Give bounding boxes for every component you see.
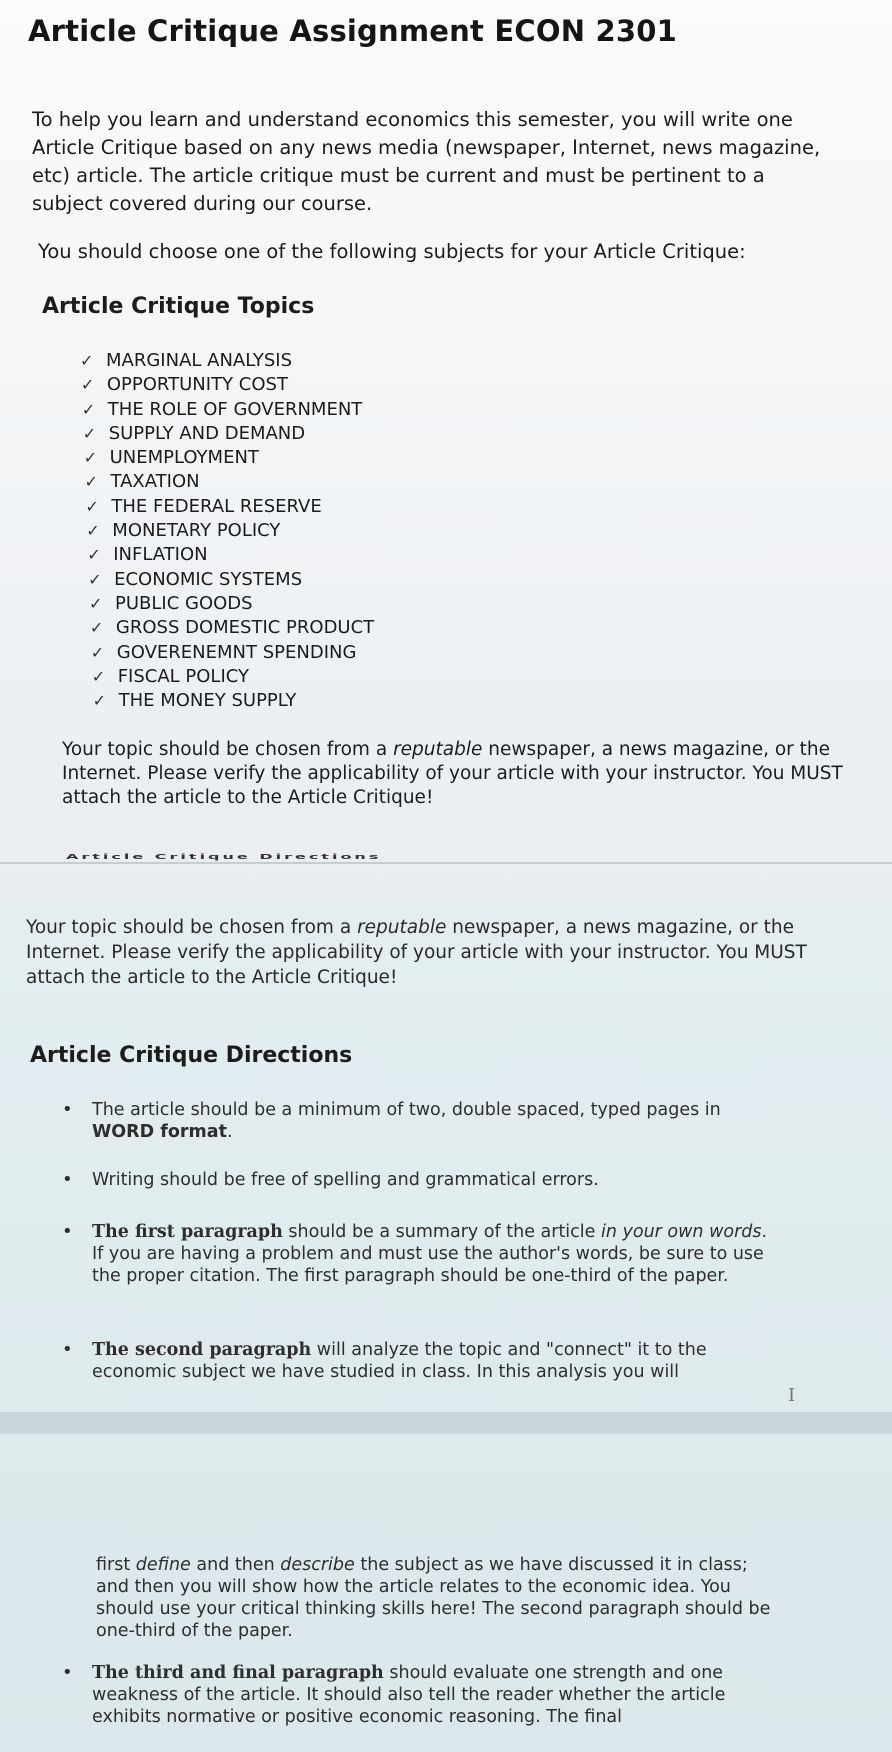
verify-text-b: newspaper, a news magazine, or the Internet. Please verify the applicability of your article with your instructor. You MUST attach the article to the Article Critique!: [26, 917, 807, 988]
topic-label: FISCAL POLICY: [117, 665, 250, 687]
topic-item: [84, 446, 375, 470]
list-item: • The third and final paragraph should evaluate one strength and one weakness of the article. It should also tell the reader whether the article exhibits normative or positive economic reasoning. The final: [62, 1662, 726, 1727]
topics-list: [80, 349, 374, 713]
verify-paragraph: [62, 738, 852, 810]
directions-list: [62, 1099, 782, 1143]
topic-item: [85, 470, 375, 494]
directions-list: [62, 1169, 782, 1191]
topic-item: [92, 665, 374, 689]
verify-emphasis: reputable: [357, 917, 447, 938]
topic-item: [83, 422, 374, 446]
bullet-icon: •: [62, 1169, 73, 1190]
topic-label: THE FEDERAL RESERVE: [111, 495, 322, 517]
checkmark-icon: ✓: [84, 472, 98, 492]
topic-label: ECONOMIC SYSTEMS: [114, 568, 303, 590]
list-item: • The article should be a minimum of two, double spaced, typed pages in WORD format.: [62, 1099, 721, 1142]
checkmark-icon: ✓: [88, 569, 102, 589]
verify-text-b: newspaper, a news magazine, or the Internet. Please verify the applicability of your article with your instructor. You MUST attach the article to the Article Critique!: [62, 739, 843, 808]
checkmark-icon: ✓: [85, 496, 99, 516]
topic-item: [89, 592, 374, 616]
verify-text-a: Your topic should be chosen from a: [26, 917, 358, 938]
topic-label: MARGINAL ANALYSIS: [106, 350, 293, 371]
verify-emphasis: reputable: [393, 739, 483, 760]
directions-list: [62, 1221, 782, 1287]
choose-instruction: You should choose one of the following subjects for your Article Critique:: [38, 240, 746, 263]
divider: [0, 862, 892, 864]
checkmark-icon: ✓: [86, 521, 100, 541]
bullet-icon: •: [62, 1339, 73, 1360]
checkmark-icon: ✓: [89, 618, 104, 638]
directions-list: [62, 1662, 782, 1728]
topic-label: GOVERENEMNT SPENDING: [116, 641, 357, 663]
topic-item: [85, 495, 374, 519]
topic-label: THE MONEY SUPPLY: [118, 690, 297, 712]
page-title: Article Critique Assignment ECON 2301: [28, 14, 677, 48]
checkmark-icon: ✓: [91, 666, 106, 686]
topic-label: GROSS DOMESTIC PRODUCT: [115, 617, 375, 639]
page-break-band: [0, 1412, 892, 1434]
intro-paragraph: To help you learn and understand economics this semester, you will write one Article Critique based on any news media (newspaper, Internet, news magazine, etc) article. The article critique must be current and must be pertinent to a subject covered during our course.: [32, 108, 821, 215]
topic-item: [93, 689, 375, 713]
topic-label: INFLATION: [113, 544, 208, 566]
topic-label: UNEMPLOYMENT: [109, 447, 259, 469]
topic-item: [91, 641, 374, 665]
verify-paragraph: [26, 915, 826, 990]
topic-item: [86, 519, 374, 543]
bullet-icon: •: [62, 1221, 73, 1242]
topic-item: [90, 616, 374, 640]
checkmark-icon: ✓: [87, 545, 101, 565]
topic-item: [80, 349, 374, 373]
topic-label: TAXATION: [110, 471, 200, 493]
checkmark-icon: ✓: [83, 448, 97, 468]
checkmark-icon: ✓: [80, 351, 94, 370]
topic-item: [88, 568, 374, 592]
topic-item: [87, 543, 374, 567]
topic-label: PUBLIC GOODS: [115, 592, 253, 614]
checkmark-icon: ✓: [90, 642, 105, 662]
topic-item: [81, 373, 374, 397]
checkmark-icon: ✓: [82, 423, 97, 443]
directions-heading: Article Critique Directions: [30, 1043, 353, 1068]
topics-heading: Article Critique Topics: [42, 294, 315, 319]
bullet-icon: •: [62, 1662, 73, 1683]
list-item: • The first paragraph should be a summary of the article in your own words. If you are having a problem and must use the author's words, be sure to use the proper citation. The first paragraph should be one-third of the paper.: [62, 1221, 768, 1286]
bullet-icon: •: [62, 1099, 73, 1120]
list-item: • Writing should be free of spelling and grammatical errors.: [62, 1169, 599, 1190]
list-item: • The second paragraph will analyze the topic and "connect" it to the economic subject we have studied in class. In this analysis you will: [62, 1339, 707, 1382]
topic-label: OPPORTUNITY COST: [106, 374, 288, 396]
topic-label: MONETARY POLICY: [112, 520, 281, 542]
checkmark-icon: ✓: [92, 691, 106, 711]
second-paragraph-continuation: first define and then describe the subject as we have discussed it in class; and then you will show how the article relates to the economic idea. You should use your critical thinking skills here! The second paragraph should be one-third of the paper.: [96, 1555, 771, 1641]
checkmark-icon: ✓: [81, 399, 96, 419]
checkmark-icon: ✓: [89, 593, 103, 613]
cropped-directions-heading: Article Critique Directions: [66, 852, 382, 861]
topic-label: THE ROLE OF GOVERNMENT: [107, 398, 363, 420]
checkmark-icon: ✓: [80, 375, 95, 395]
topic-item: [82, 398, 374, 422]
document-section-directions: [0, 907, 892, 1752]
directions-list: [62, 1339, 782, 1383]
verify-text-a: Your topic should be chosen from a: [62, 739, 394, 760]
topic-label: SUPPLY AND DEMAND: [108, 422, 306, 444]
text-cursor-icon: I: [788, 1385, 796, 1406]
